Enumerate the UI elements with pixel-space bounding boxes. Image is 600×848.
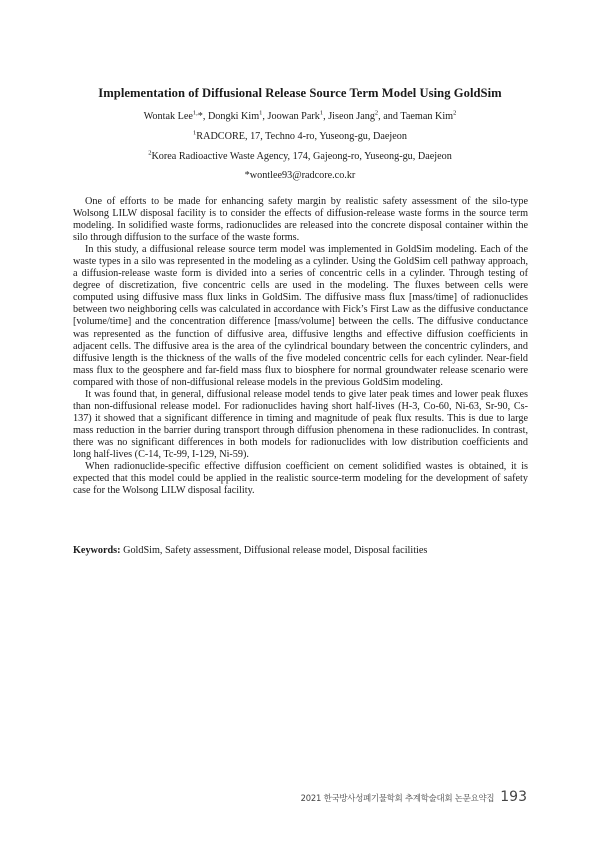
abstract-paragraph: It was found that, in general, diffusional release model tends to give later peak times and lower peak fluxes than non-diffusional release model. For radionuclides having short half-lives (H-3, Co-60, Ni-63, Sr-90, Cs-137) it showed that a significant difference in timing and magnitude of peak flux results. This is due to large mass reduction in the barrier during transport through diffusion phenomena in these radionuclides. In contrast, there was no significant differences in both models for radionuclides with low distribution coefficients and long half-lives (C-14, Tc-99, I-129, Ni-59). [73, 388, 528, 460]
author-sup: 1, [192, 109, 198, 117]
conference-name: 2021 한국방사성폐기물학회 추계학술대회 논문요약집 [300, 793, 495, 803]
affiliation-2 [0, 151, 600, 162]
corresponding-email: *wontlee93@radcore.co.kr [244, 170, 356, 181]
affiliation-1 [0, 131, 600, 142]
author-sup: 2 [374, 109, 379, 117]
abstract-paragraph: In this study, a diffusional release source term model was implemented in GoldSim modeling. Each of the waste types in a silo was represented in the modeling as a cylinder. Using the GoldSim cell pathway approach, a diffusion-release waste form is divided into a series of concentric cells in a cylinder. Through testing of degree of discretization, five concentric cells are used in the modeling. The fluxes between cells were computed using diffusive mass flux links in GoldSim. The diffusive mass flux [mass/time] of radionuclides between two neighboring cells was calculated in accordance with Fick’s First Law as the diffusive conductance [volume/time] and the concentration difference [mass/volume] between the cells. The diffusive conductance was represented as the function of diffusive area, diffusive lengths and effective diffusion coefficients in adjacent cells. The diffusive area is the area of the cylindrical boundary between the concentric cylinders, and diffusive length is the thickness of the walls of the five modeled concentric cells for each cylinder. Near-field mass flux to the geosphere and far-field mass flux to biosphere for normal groundwater release scenario were compared with those of non-diffusional release models in the previous GoldSim modeling. [73, 244, 528, 388]
author-name: Dongki Kim [207, 111, 260, 122]
author-sep: *, [197, 111, 208, 122]
page-number: 193 [500, 789, 527, 805]
author-sup: 1 [259, 109, 263, 117]
author-sup: 1 [319, 109, 324, 117]
affiliation-sup: 1 [193, 129, 197, 137]
affiliation-sup: 2 [148, 149, 152, 157]
author-sup: 2 [453, 109, 457, 117]
author-sep: , and [378, 111, 401, 122]
author-sep: , [323, 111, 329, 122]
keywords-text: GoldSim, Safety assessment, Diffusional release model, Disposal facilities [120, 545, 428, 556]
affiliation-text: Korea Radioactive Waste Agency, 174, Gajeong-ro, Yuseong-gu, Daejeon [151, 151, 452, 162]
abstract-paragraph: One of efforts to be made for enhancing safety margin by realistic safety assessment of the silo-type Wolsong LILW disposal facility is to consider the effects of diffusion-release waste forms in the source term modeling. In solidified waste forms, radionuclides are released into the concrete disposal container within the silo through diffusion to the surface of the waste forms. [73, 196, 528, 244]
keywords [73, 545, 528, 556]
affiliation-text: RADCORE, 17, Techno 4-ro, Yuseong-gu, Daejeon [196, 131, 407, 142]
page-footer [301, 789, 527, 805]
author-name: Wontak Lee [143, 111, 193, 122]
paper-title: Implementation of Diffusional Release Source Term Model Using GoldSim [98, 86, 502, 100]
author-sep: , [262, 111, 268, 122]
author-name: Joowan Park [267, 111, 320, 122]
author-name: Taeman Kim [400, 111, 454, 122]
abstract-body [73, 196, 528, 497]
author-name: Jiseon Jang [328, 111, 375, 122]
abstract-paragraph: When radionuclide-specific effective diffusion coefficient on cement solidified wastes is obtained, it is expected that this model could be applied in the realistic source-term modeling for the development of safety case for the Wolsong LILW disposal facility. [73, 461, 528, 497]
author-list [0, 111, 600, 122]
keywords-label: Keywords: [73, 545, 121, 556]
